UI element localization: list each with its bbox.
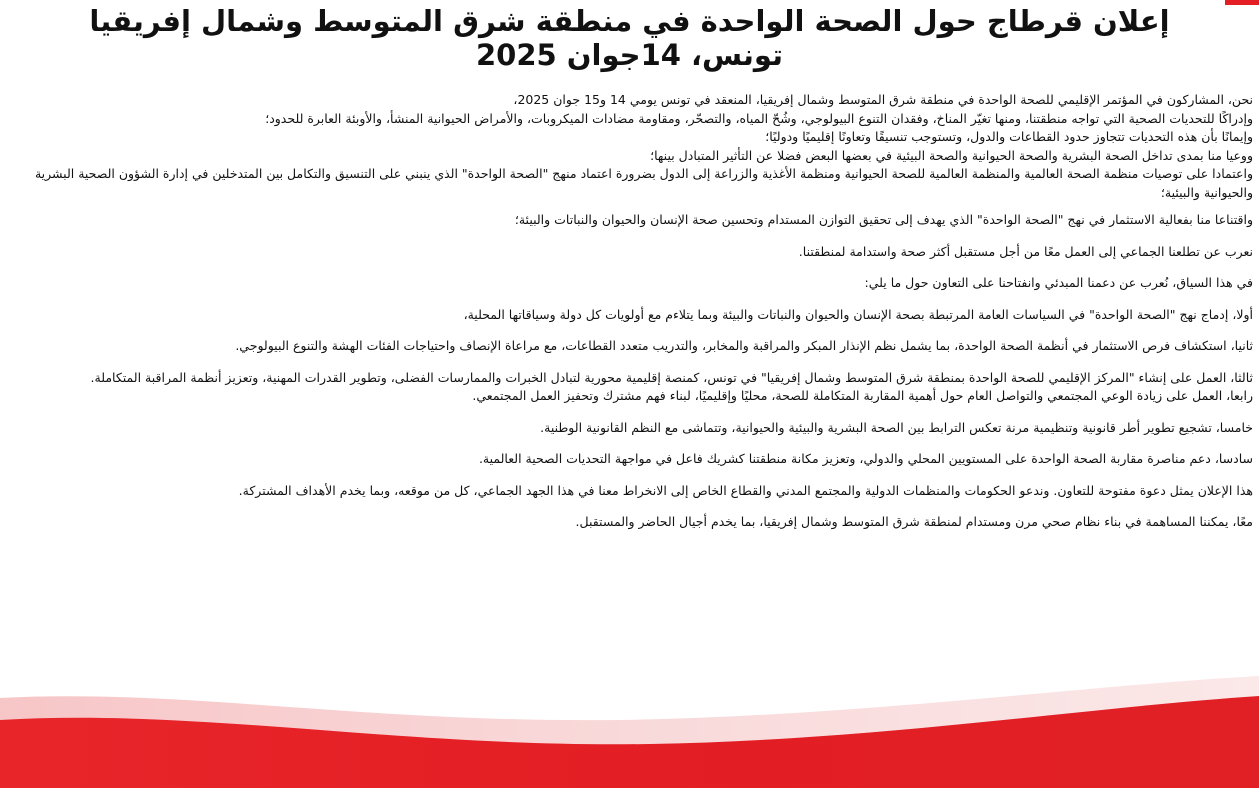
paragraph-intro: نحن، المشاركون في المؤتمر الإقليمي للصحة الواحدة في منطقة شرق المتوسط وشمال إفريقيا، المنعقد في تونس يومي 14 و15 جوان 2025،	[513, 92, 1253, 107]
point-fourth: رابعا، العمل على زيادة الوعي المجتمعي والتواصل العام حول أهمية المقاربة المتكاملة للصحة، محليًا وإقليميًا، لبناء فهم مشترك وتحفيز العمل المجتمعي.	[472, 388, 1253, 403]
point-second: ثانيا، استكشاف فرص الاستثمار في أنظمة الصحة الواحدة، بما يشمل نظم الإنذار المبكر والمراقبة والمخابر، والتدريب متعدد القطاعات، مع مراعاة الإنصاف واحتياجات الفئات الهشة والتنوع البيولوجي.	[235, 338, 1253, 353]
footer-wave	[0, 668, 1259, 788]
page-subtitle: تونس، 14جوان 2025	[475, 38, 784, 72]
paragraph-challenges: وإدراكًا للتحديات الصحية التي تواجه منطقتنا، ومنها تغيّر المناخ، وفقدان التنوع البيولوجي، وشُحّ المياه، والتصحّر، ومقاومة مضادات الميكروبات، والأمراض الحيوانية المنشأ، والأوبئة العابرة للحدود؛	[265, 110, 1253, 126]
paragraph-aspiration: نعرب عن تطلعنا الجماعي إلى العمل معًا من أجل مستقبل أكثر صحة واستدامة لمنطقتنا.	[798, 243, 1253, 259]
declaration-body	[5, 91, 1253, 532]
paragraph-conviction: واقتناعا منا بفعالية الاستثمار في نهج "الصحة الواحدة" الذي يهدف إلى تحقيق التوازن المستدام وتحسين صحة الإنسان والحيوان والنباتات والبيئة؛	[514, 212, 1253, 227]
point-first: أولا، إدماج نهج "الصحة الواحدة" في السياسات العامة المرتبطة بصحة الإنسان والحيوان والنباتات والبيئة وبما يتلاءم مع أولويات كل دولة وسياقاتها المحلية،	[463, 306, 1253, 322]
point-third: ثالثا، العمل على إنشاء "المركز الإقليمي للصحة الواحدة بمنطقة شرق المتوسط وشمال إفريقيا" في تونس، كمنصة إقليمية محورية لتبادل الخبرات والممارسات الفضلى، وتطوير القدرات المهنية، وتعزيز أنظمة المراقبة المتكاملة.	[90, 369, 1253, 385]
point-fifth: خامسا، تشجيع تطوير أطر قانونية وتنظيمية مرنة تعكس الترابط بين الصحة البشرية والبيئية والحيوانية، وتتماشى مع النظم القانونية الوطنية.	[540, 419, 1253, 435]
paragraph-context: في هذا السياق، نُعرب عن دعمنا المبدئي وانفتاحنا على التعاون حول ما يلي:	[864, 275, 1253, 290]
paragraph-invitation: هذا الإعلان يمثل دعوة مفتوحة للتعاون. وندعو الحكومات والمنظمات الدولية والمجتمع المدني والقطاع الخاص إلى الانخراط معنا في هذا الجهد الجماعي، كل من موقعه، وبما يخدم الأهداف المشتركة.	[238, 482, 1253, 498]
paragraph-awareness: ووعيا منا بمدى تداخل الصحة البشرية والصحة الحيوانية والصحة البيئية في بعضها البعض فضلا عن التأثير المتبادل بينها؛	[650, 147, 1253, 163]
paragraph-closing: معًا، يمكننا المساهمة في بناء نظام صحي مرن ومستدام لمنطقة شرق المتوسط وشمال إفريقيا، بما يخدم أجيال الحاضر والمستقبل.	[575, 514, 1253, 529]
point-sixth: سادسا، دعم مناصرة مقاربة الصحة الواحدة على المستويين المحلي والدولي، وتعزيز مكانة منطقتنا كشريك فاعل في مواجهة التحديات الصحية العالمية.	[478, 451, 1253, 466]
page-title: إعلان قرطاج حول الصحة الواحدة في منطقة شرق المتوسط وشمال إفريقيا	[89, 4, 1170, 38]
paragraph-belief: وإيمانًا بأن هذه التحديات تتجاوز حدود القطاعات والدول، وتستوجب تنسيقًا وتعاونًا إقليميًا ودوليًا؛	[765, 129, 1253, 144]
paragraph-recommendations: واعتمادا على توصيات منظمة الصحة العالمية والمنظمة العالمية للصحة الحيوانية ومنظمة الأغذية والزراعة إلى الدول بضرورة اعتماد منهج "الصحة الواحدة" الذي ينبني على التنسيق والتكامل بين المتدخلين في إدارة الشؤون الصحية البشرية والحيوانية والبيئية؛	[34, 166, 1253, 200]
